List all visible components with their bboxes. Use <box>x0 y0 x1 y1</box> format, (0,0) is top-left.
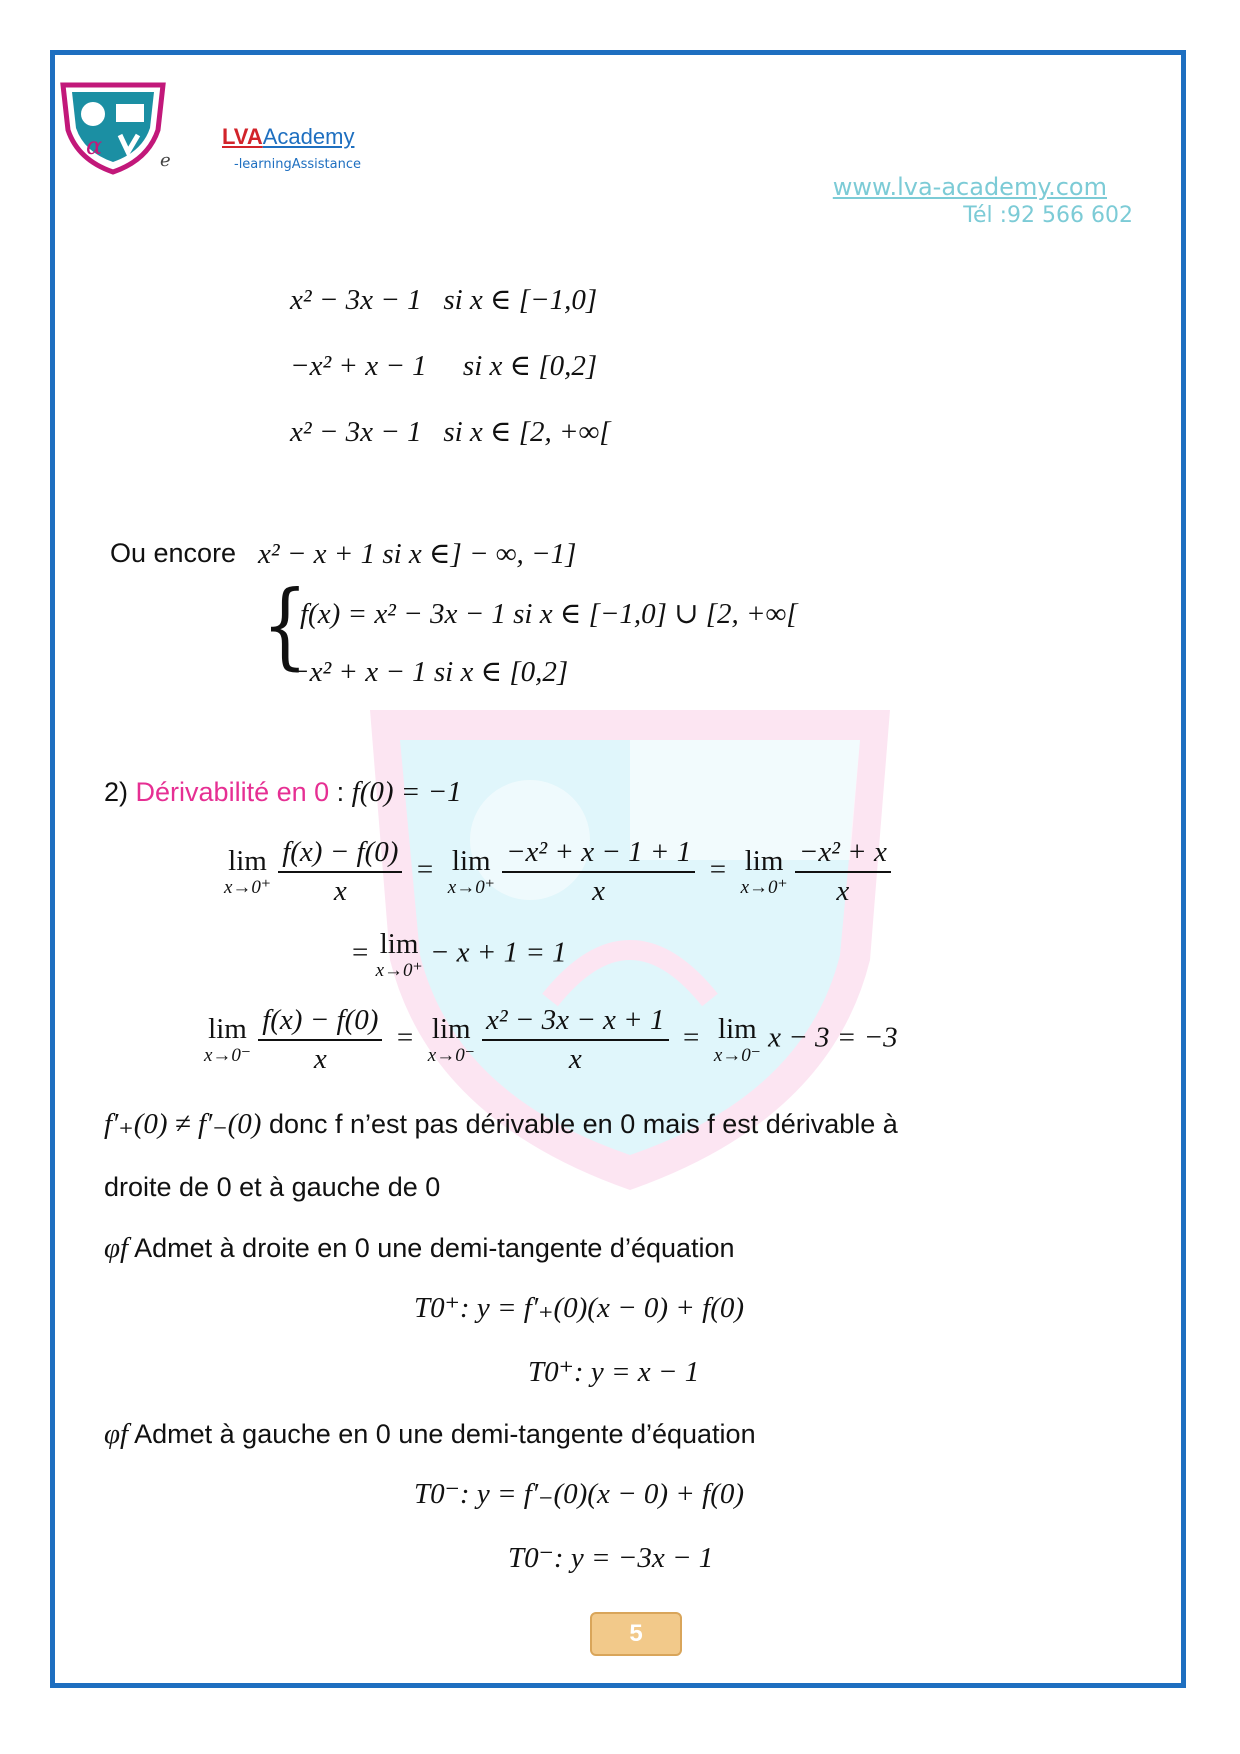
equation-text: T0⁺: y = f′₊(0)(x − 0) + f(0) <box>414 1292 745 1324</box>
lim-word: lim <box>228 845 267 877</box>
conclusion-line-1 <box>104 1106 898 1141</box>
alt-line-1 <box>258 536 576 571</box>
piecewise-line-3 <box>290 414 611 449</box>
website-link[interactable]: www.lva-academy.com <box>832 173 1107 201</box>
lim-under: x→0⁺ <box>447 877 495 898</box>
lim-word: lim <box>744 845 784 877</box>
phone-number: Tél :92 566 602 <box>963 203 1133 228</box>
fraction <box>795 836 891 908</box>
fraction-num: x² − 3x − x + 1 <box>482 1004 669 1041</box>
fraction <box>258 1004 382 1076</box>
lim-under: x→0⁺ <box>224 877 271 898</box>
section-title: Dérivabilité en 0 <box>135 777 330 807</box>
lim-under: x→0⁻ <box>427 1045 475 1066</box>
fraction-den: x <box>568 1043 582 1075</box>
tangent-left-eq-2 <box>508 1540 713 1575</box>
tangent-right-desc: Admet à droite en 0 une demi-tangente d’équation <box>128 1233 735 1263</box>
tangent-right-text <box>104 1232 735 1265</box>
lim-word: lim <box>379 928 419 960</box>
brace-icon: { <box>262 570 308 680</box>
equation-text: T0⁺: y = x − 1 <box>528 1356 700 1388</box>
alt-line-2-text: f(x) = x² − 3x − 1 si x ∈ [−1,0] ∪ [2, +∞[ <box>300 598 798 630</box>
tangent-right-eq-1 <box>414 1290 744 1325</box>
logo-e: e <box>160 150 171 171</box>
page-number: 5 <box>590 1612 682 1656</box>
phi-symbol: φf <box>104 1418 129 1450</box>
fraction-num: f(x) − f(0) <box>278 836 402 873</box>
left-limit-row: lim x→0⁻ $\frac{f(x) - f(0)}{x}$ = lim x→0⁻ $\frac{\text{x² − 3x − x + 1}}{x}$ = lim x→0⁻ x − 3 = −3 <box>204 1004 898 1075</box>
lim-word: lim <box>451 845 491 877</box>
alt-line-3 <box>290 654 568 689</box>
lim-symbol <box>224 847 271 897</box>
svg-text:α: α <box>86 132 103 160</box>
fraction-num: −x² + x − 1 + 1 <box>502 836 695 873</box>
brand-name[interactable] <box>222 124 354 150</box>
equation-text: T0⁻: y = −3x − 1 <box>508 1542 714 1574</box>
tangent-left-text <box>104 1418 756 1451</box>
piece-expr: x² − 3x − 1 <box>290 284 422 316</box>
section-colon: : <box>329 777 352 807</box>
piecewise-line-2 <box>290 348 597 383</box>
section-2-heading <box>104 776 462 809</box>
fraction-den: x <box>836 875 850 907</box>
lim-word: lim <box>431 1013 471 1045</box>
piece-cond: si x ∈ [0,2] <box>462 350 598 382</box>
lim-under: x→0⁺ <box>740 877 788 898</box>
alt-line-3-text: −x² + x − 1 si x ∈ [0,2] <box>290 656 569 688</box>
alt-line-2 <box>300 596 798 631</box>
fraction <box>502 836 695 908</box>
lim-symbol <box>376 930 423 980</box>
lim-symbol <box>714 1015 761 1065</box>
section-f0: f(0) = −1 <box>351 776 462 808</box>
right-limit-result: = lim x→0⁺ − x + 1 = 1 <box>352 928 567 981</box>
fraction-den: x <box>333 875 347 907</box>
piece-cond: si x ∈ [−1,0] <box>443 284 598 316</box>
tangent-left-eq-1 <box>414 1476 744 1511</box>
alt-label: Ou encore <box>110 538 237 568</box>
alt-line-1-text: x² − x + 1 si x ∈] − ∞, −1] <box>258 538 577 570</box>
conclusion-text: donc f n’est pas dérivable en 0 mais f est dérivable à <box>261 1109 898 1139</box>
lim-under: x→0⁻ <box>713 1045 761 1066</box>
conclusion-inequality: f′₊(0) ≠ f′₋(0) <box>104 1108 262 1140</box>
fraction <box>278 836 402 908</box>
section-number: 2) <box>104 777 129 807</box>
conclusion-line-2: droite de 0 et à gauche de 0 <box>104 1172 441 1202</box>
lim-under: x→0⁻ <box>204 1045 251 1066</box>
lim-symbol <box>204 1015 251 1065</box>
fraction <box>482 1004 669 1076</box>
limit-result: − x + 1 = 1 <box>429 936 567 969</box>
phi-symbol: φf <box>104 1232 129 1264</box>
lim-word: lim <box>718 1013 757 1045</box>
equation-text: T0⁻: y = f′₋(0)(x − 0) + f(0) <box>414 1478 745 1510</box>
lva-logo-icon <box>58 80 168 175</box>
lim-symbol <box>428 1015 475 1065</box>
piecewise-line-1 <box>290 282 597 317</box>
brand-tagline: -learningAssistance <box>234 157 361 172</box>
fraction-den: x <box>592 875 606 907</box>
piece-expr: x² − 3x − 1 <box>290 416 422 448</box>
limit-result: x − 3 = −3 <box>768 1021 898 1054</box>
fraction-num: −x² + x <box>795 836 891 873</box>
lim-symbol <box>448 847 495 897</box>
fraction-num: f(x) − f(0) <box>258 1004 382 1041</box>
lim-symbol <box>741 847 788 897</box>
piece-expr: −x² + x − 1 <box>290 350 427 382</box>
brand-lva: LVA <box>222 124 263 149</box>
tangent-left-desc: Admet à gauche en 0 une demi-tangente d’équation <box>128 1419 756 1449</box>
brand-academy: Academy <box>262 124 355 149</box>
lim-under: x→0⁺ <box>375 960 423 981</box>
lim-word: lim <box>208 1013 247 1045</box>
piece-cond: si x ∈ [2, +∞[ <box>443 416 611 448</box>
fraction-den: x <box>313 1043 327 1075</box>
tangent-right-eq-2 <box>528 1354 699 1389</box>
right-limit-row: lim x→0⁺ $\frac{f(x) - f(0)}{x}$ = lim x→0⁺ $\frac{\text{−x² + x − 1 + 1}}{x}$ = lim x→0⁺ $\frac{\text{−x² + x}}{x}$ <box>224 836 891 908</box>
